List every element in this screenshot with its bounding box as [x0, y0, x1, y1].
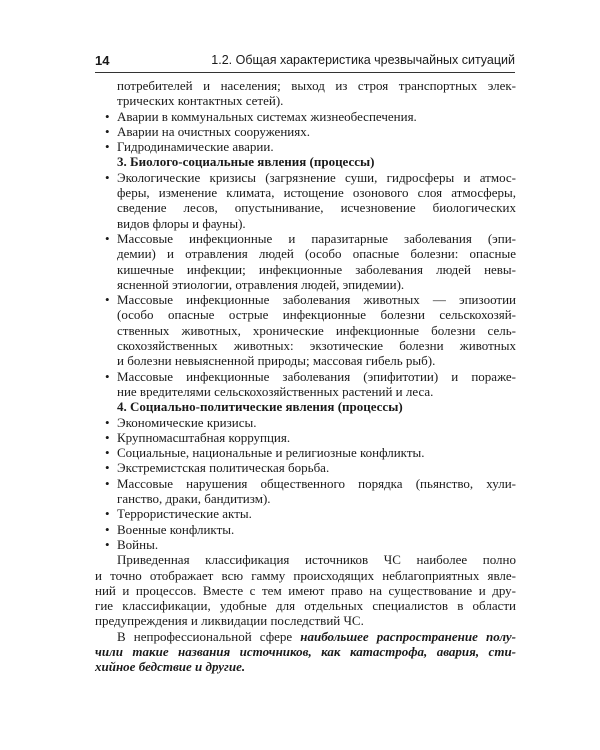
list-item [95, 109, 516, 124]
list-item-text: Аварии в коммунальных системах жизнеобеспечения. [117, 108, 417, 124]
text-line: сведение лесов, опустынивание, исчезновение биологических [117, 200, 516, 216]
emphasis-line: чили такие названия источников, как катастрофа, авария, сти- [95, 643, 516, 659]
list-item [95, 476, 516, 491]
bullet-icon: • [105, 108, 110, 124]
bullet-icon: • [105, 368, 110, 384]
bullet-icon: • [105, 169, 110, 185]
emphasis-line: хийное бедствие и другие. [95, 659, 246, 675]
bullet-icon: • [105, 139, 110, 155]
paragraph-line: и точно отображает всю гамму происходящих неблагоприятных явле- [95, 567, 516, 583]
list-item [95, 124, 516, 139]
list-item [95, 537, 516, 552]
list-item-text: Войны. [117, 536, 159, 552]
text-line: ственных животных, хронические инфекционные болезни сель- [117, 322, 516, 338]
list-item [95, 139, 516, 154]
list-item [95, 170, 516, 185]
bullet-icon: • [105, 123, 110, 139]
text-line: кишечные инфекции; инфекционные заболевания людей невы- [117, 261, 516, 277]
text-line: скохозяйственных животных: экзотические болезни животных [117, 338, 516, 354]
text-line: потребителей и населения; выход из строя транспортных элек- [117, 78, 516, 93]
paragraph-line: Приведенная классификация источников ЧС наиболее полно [117, 552, 516, 568]
list-item-text: Массовые инфекционные заболевания (эпифитотии) и пораже- [117, 368, 516, 384]
paragraph-line: гие классификации, удобные для отдельных специалистов в области [95, 598, 516, 614]
text-line: ние вредителями сельскохозяйственных растений и леса. [117, 383, 434, 399]
page-body [95, 78, 516, 675]
list-item-text: Террористические акты. [117, 506, 252, 522]
list-item-text: Массовые инфекционные заболевания животных — эпизоотии [117, 292, 516, 308]
list-item-text: Массовые инфекционные и паразитарные заболевания (эпи- [117, 230, 516, 246]
text-line: видов флоры и фауны). [117, 215, 246, 231]
list-item [95, 369, 516, 384]
list-item [95, 522, 516, 537]
list-item-text: Социальные, национальные и религиозные конфликты. [117, 445, 425, 461]
bullet-icon: • [105, 506, 110, 522]
list-item-text: Экологические кризисы (загрязнение суши, гидросферы и атмос- [117, 169, 516, 185]
bullet-icon: • [105, 414, 110, 430]
text-line: ясненной этиологии, отравления людей, эпидемии). [117, 276, 405, 292]
bullet-icon: • [105, 292, 110, 308]
paragraph-line: ний и процессов. Вместе с тем имеют право на существование и дру- [95, 582, 516, 598]
text-line: демии) и отравления людей (особо опасные болезни: опасные [117, 246, 516, 262]
list-item [95, 445, 516, 460]
bullet-icon: • [105, 230, 110, 246]
list-item [95, 506, 516, 521]
list-item-text: Экономические кризисы. [117, 414, 257, 430]
text-line: трических контактных сетей). [117, 93, 284, 109]
text-line: и болезни невыясненной природы; массовая гибель рыб). [117, 353, 436, 369]
bullet-icon: • [105, 536, 110, 552]
emphasis-text: наибольшее распространение полу- [300, 628, 516, 644]
list-item [95, 415, 516, 430]
list-item-text: Крупномасштабная коррупция. [117, 429, 291, 445]
section-heading: 3. Биолого-социальные явления (процессы) [117, 154, 375, 170]
paragraph-line [95, 629, 516, 644]
bullet-icon: • [105, 521, 110, 537]
page-number: 14 [95, 53, 110, 68]
list-item-text: Гидродинамические аварии. [117, 139, 274, 155]
section-heading: 4. Социально-политические явления (процессы) [117, 399, 403, 415]
bullet-icon: • [105, 460, 110, 476]
paragraph-line: предупреждения и ликвидации последствий ЧС. [95, 613, 364, 629]
list-item [95, 430, 516, 445]
bullet-icon: • [105, 475, 110, 491]
list-item-text: Массовые нарушения общественного порядка (пьянство, хули- [117, 475, 516, 491]
list-item-text: Военные конфликты. [117, 521, 235, 537]
paragraph-lead-text: В непрофессиональной сфере [117, 628, 301, 644]
list-item [95, 460, 516, 475]
running-title: 1.2. Общая характеристика чрезвычайных ситуаций [211, 53, 515, 67]
bullet-icon: • [105, 429, 110, 445]
list-item [95, 292, 516, 307]
list-item-text: Экстремистская политическая борьба. [117, 460, 330, 476]
list-item-text: Аварии на очистных сооружениях. [117, 123, 310, 139]
list-item [95, 231, 516, 246]
bullet-icon: • [105, 445, 110, 461]
text-line: ганство, драки, бандитизм). [117, 491, 271, 507]
page-header [95, 50, 515, 73]
text-line: (особо опасные острые инфекционные болезни сельскохозяй- [117, 307, 516, 323]
text-line: феры, изменение климата, истощение озонового слоя атмосферы, [117, 185, 516, 201]
